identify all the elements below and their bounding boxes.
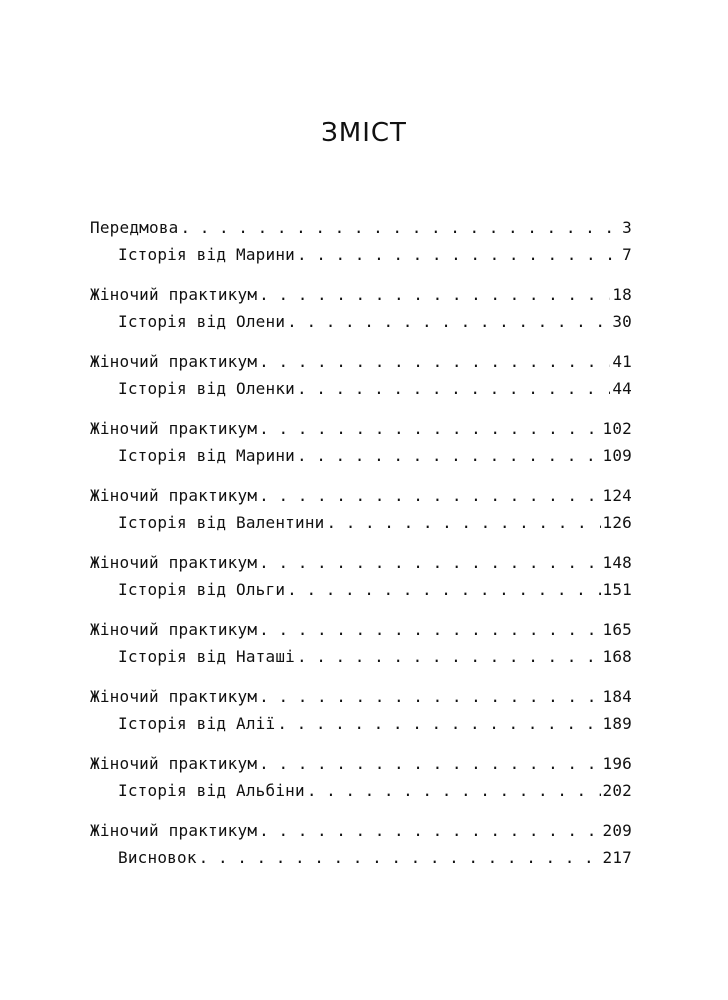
toc-entry-label: Жіночий практикум	[90, 486, 258, 505]
toc-group	[90, 683, 632, 737]
toc-entry-page: 184	[602, 687, 632, 706]
toc-subentry-page: 126	[602, 513, 632, 532]
page-title: ЗМІСТ	[321, 118, 407, 148]
toc-subentry[interactable]	[90, 241, 632, 268]
toc-subentry[interactable]	[90, 643, 632, 670]
toc-subentry-label: Історія від Алії	[118, 714, 276, 733]
dot-leader	[287, 576, 600, 603]
toc-entry-label: Жіночий практикум	[90, 620, 258, 639]
toc-subentry-label: Історія від Наташі	[118, 647, 295, 666]
dot-leader	[297, 375, 610, 402]
toc-subentry-page: 217	[602, 848, 632, 867]
toc-entry-page: 148	[602, 553, 632, 572]
toc-entry-page: 209	[602, 821, 632, 840]
toc-subentry-label: Історія від Валентини	[118, 513, 325, 532]
toc-entry-label: Жіночий практикум	[90, 821, 258, 840]
toc-entry-page: 18	[612, 285, 632, 304]
toc-entry[interactable]	[90, 549, 632, 576]
dot-leader	[181, 214, 621, 241]
toc-entry-label: Жіночий практикум	[90, 754, 258, 773]
toc-entry-page: 41	[612, 352, 632, 371]
toc-group	[90, 281, 632, 335]
toc-subentry-page: 189	[602, 714, 632, 733]
toc-entry-label: Жіночий практикум	[90, 687, 258, 706]
toc-subentry[interactable]	[90, 844, 632, 871]
toc-subentry-page: 202	[602, 781, 632, 800]
dot-leader	[199, 844, 601, 871]
toc-entry-label: Передмова	[90, 218, 179, 237]
toc-subentry[interactable]	[90, 710, 632, 737]
toc-entry[interactable]	[90, 616, 632, 643]
dot-leader	[259, 281, 610, 308]
toc-group	[90, 750, 632, 804]
dot-leader	[259, 817, 600, 844]
toc-group	[90, 415, 632, 469]
dot-leader	[259, 750, 600, 777]
toc-group	[90, 214, 632, 268]
dot-leader	[259, 348, 610, 375]
toc-subentry[interactable]	[90, 375, 632, 402]
dot-leader	[297, 241, 620, 268]
toc-entry-label: Жіночий практикум	[90, 285, 258, 304]
dot-leader	[297, 442, 601, 469]
dot-leader	[259, 616, 600, 643]
toc-subentry-page: 151	[602, 580, 632, 599]
toc-subentry[interactable]	[90, 509, 632, 536]
toc-subentry-page: 168	[602, 647, 632, 666]
toc-subentry-label: Історія від Оленки	[118, 379, 295, 398]
toc-subentry[interactable]	[90, 308, 632, 335]
toc-subentry-page: 44	[612, 379, 632, 398]
dot-leader	[277, 710, 600, 737]
toc-subentry-page: 30	[612, 312, 632, 331]
toc-entry[interactable]	[90, 214, 632, 241]
toc-entry[interactable]	[90, 281, 632, 308]
toc-entry[interactable]	[90, 683, 632, 710]
toc-group	[90, 549, 632, 603]
toc-subentry[interactable]	[90, 442, 632, 469]
toc-entry-page: 102	[602, 419, 632, 438]
dot-leader	[259, 415, 600, 442]
toc-entry[interactable]	[90, 817, 632, 844]
toc-entry-label: Жіночий практикум	[90, 553, 258, 572]
dot-leader	[327, 509, 601, 536]
toc-entry[interactable]	[90, 348, 632, 375]
dot-leader	[287, 308, 610, 335]
toc-entry[interactable]	[90, 415, 632, 442]
toc-subentry-label: Історія від Ольги	[118, 580, 286, 599]
toc-entry[interactable]	[90, 482, 632, 509]
toc-group	[90, 348, 632, 402]
toc-entry-page: 3	[622, 218, 632, 237]
dot-leader	[259, 683, 600, 710]
toc-entry[interactable]	[90, 750, 632, 777]
toc-subentry[interactable]	[90, 777, 632, 804]
dot-leader	[297, 643, 601, 670]
toc-subentry[interactable]	[90, 576, 632, 603]
toc-entry-page: 165	[602, 620, 632, 639]
toc-subentry-label: Історія від Альбіни	[118, 781, 305, 800]
table-of-contents	[90, 214, 632, 884]
toc-group	[90, 482, 632, 536]
toc-entry-label: Жіночий практикум	[90, 419, 258, 438]
toc-subentry-label: Історія від Марини	[118, 446, 295, 465]
toc-group	[90, 817, 632, 871]
toc-subentry-label: Історія від Марини	[118, 245, 295, 264]
toc-entry-page: 124	[602, 486, 632, 505]
toc-subentry-label: Історія від Олени	[118, 312, 286, 331]
dot-leader	[307, 777, 601, 804]
dot-leader	[259, 549, 600, 576]
toc-subentry-page: 109	[602, 446, 632, 465]
toc-subentry-label: Висновок	[118, 848, 197, 867]
toc-entry-label: Жіночий практикум	[90, 352, 258, 371]
toc-entry-page: 196	[602, 754, 632, 773]
toc-subentry-page: 7	[622, 245, 632, 264]
toc-group	[90, 616, 632, 670]
dot-leader	[259, 482, 600, 509]
